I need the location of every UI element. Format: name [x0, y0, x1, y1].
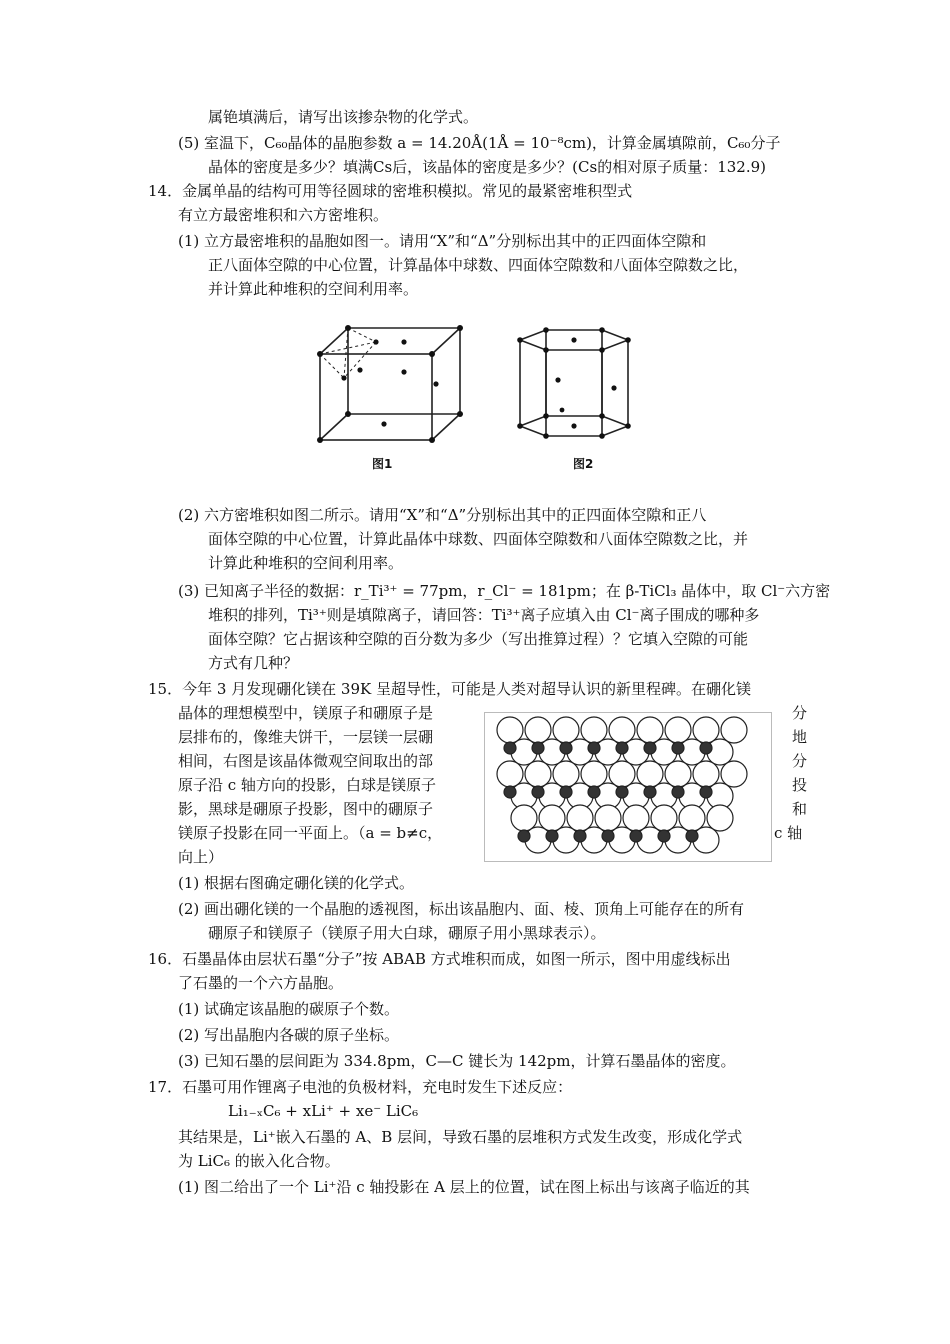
figure-1-caption: 图1 — [372, 457, 393, 471]
text-line: 相间，右图是该晶体微观空间取出的部 — [178, 752, 434, 770]
mg-atom — [651, 805, 677, 831]
mg-atom — [567, 805, 593, 831]
text-line: 计算此种堆积的空间利用率。 — [208, 554, 404, 572]
text-line: 其结果是，Li⁺嵌入石墨的 A、B 层间，导致石墨的层堆积方式发生改变，形成化学式 — [178, 1128, 743, 1146]
text-line: 面体空隙？它占据该种空隙的百分数为多少（写出推算过程）？它填入空隙的可能 — [208, 630, 749, 648]
mg-atom — [525, 717, 551, 743]
mg-atom — [609, 761, 635, 787]
text-line: 原子沿 c 轴方向的投影，白球是镁原子 — [178, 776, 436, 794]
mg-atom — [693, 761, 719, 787]
side-word: c 轴 — [774, 824, 803, 842]
text-line: 15．今年 3 月发现硼化镁在 39K 呈超导性，可能是人类对超导认识的新里程碑。在硼化镁 — [148, 680, 751, 698]
mg-atom — [609, 717, 635, 743]
text-line: (5) 室温下，C₆₀晶体的晶胞参数 a = 14.20Å(1Å = 10⁻⁸cm)，计算金属填隙前，C₆₀分子 — [178, 134, 781, 152]
mg-atom — [665, 761, 691, 787]
mg-atom — [707, 805, 733, 831]
text-line: 镁原子投影在同一平面上。（a = b≠c， — [178, 824, 443, 842]
text-line: 14．金属单晶的结构可用等径圆球的密堆积模拟。常见的最紧密堆积型式 — [148, 182, 633, 200]
text-line: (1) 试确定该晶胞的碳原子个数。 — [178, 1000, 400, 1018]
text-line: 为 LiC₆ 的嵌入化合物。 — [178, 1152, 340, 1170]
mg-atom — [497, 761, 523, 787]
text-line: 硼原子和镁原子（镁原子用大白球，硼原子用小黑球表示）。 — [208, 924, 606, 942]
figure-hexagonal-close-packing — [510, 322, 640, 444]
b-atom — [560, 742, 572, 754]
mg-atom — [553, 717, 579, 743]
mg-atom — [721, 717, 747, 743]
text-line: (2) 六方密堆积如图二所示。请用“X”和“Δ”分别标出其中的正四面体空隙和正八 — [178, 506, 707, 524]
text-line: 有立方最密堆积和六方密堆积。 — [178, 206, 389, 224]
mg-atom — [581, 717, 607, 743]
side-word: 分 — [792, 704, 808, 722]
side-word: 分 — [792, 752, 808, 770]
mg-atom — [511, 805, 537, 831]
text-line: (1) 立方最密堆积的晶胞如图一。请用“X”和“Δ”分别标出其中的正四面体空隙和 — [178, 232, 707, 250]
b-atom — [644, 742, 656, 754]
text-line: 属铯填满后，请写出该掺杂物的化学式。 — [208, 108, 479, 126]
b-atom — [672, 742, 684, 754]
mg-atom — [525, 761, 551, 787]
text-line: 17．石墨可用作锂离子电池的负极材料，充电时发生下述反应： — [148, 1078, 573, 1096]
text-line: 堆积的排列，Ti³⁺则是填隙离子，请回答：Ti³⁺离子应填入由 Cl⁻离子围成的哪种多 — [208, 606, 760, 624]
b-atom — [574, 830, 586, 842]
mg-atom — [679, 805, 705, 831]
mg-atom — [595, 805, 621, 831]
text-line: (3) 已知石墨的层间距为 334.8pm，C—C 键长为 142pm，计算石墨晶体的密度。 — [178, 1052, 736, 1070]
text-line: (2) 写出晶胞内各碳的原子坐标。 — [178, 1026, 400, 1044]
b-atom — [588, 786, 600, 798]
side-word: 和 — [792, 800, 808, 818]
mg-atom — [721, 761, 747, 787]
mg-atom — [637, 717, 663, 743]
text-line: (3) 已知离子半径的数据：r_Ti³⁺ = 77pm，r_Cl⁻ = 181pm；在 β-TiCl₃ 晶体中，取 Cl⁻六方密 — [178, 582, 831, 600]
b-atom — [532, 742, 544, 754]
text-line: 影，黑球是硼原子投影，图中的硼原子 — [178, 800, 434, 818]
text-line: 晶体的理想模型中，镁原子和硼原子是 — [178, 704, 434, 722]
text-line: 方式有几种？ — [208, 654, 299, 672]
b-atom — [700, 742, 712, 754]
b-atom — [546, 830, 558, 842]
b-atom — [518, 830, 530, 842]
b-atom — [644, 786, 656, 798]
b-atom — [602, 830, 614, 842]
b-atom — [672, 786, 684, 798]
text-line: Li₁₋ₓC₆ + xLi⁺ + xe⁻ LiC₆ — [228, 1102, 419, 1120]
text-line: (1) 图二给出了一个 Li⁺沿 c 轴投影在 A 层上的位置，试在图上标出与该离子临近的其 — [178, 1178, 750, 1196]
b-atom — [616, 742, 628, 754]
b-atom — [532, 786, 544, 798]
b-atom — [560, 786, 572, 798]
text-line: 层排布的，像维夫饼干，一层镁一层硼 — [178, 728, 434, 746]
text-line: 晶体的密度是多少？填满Cs后，该晶体的密度是多少？(Cs的相对原子质量：132.9) — [208, 158, 766, 176]
text-line: 向上） — [178, 848, 224, 866]
side-word: 地 — [792, 728, 808, 746]
mg-atom — [623, 805, 649, 831]
text-line: 16．石墨晶体由层状石墨“分子”按 ABAB 方式堆积而成，如图一所示，图中用虚线标出 — [148, 950, 731, 968]
mg-atom — [581, 761, 607, 787]
b-atom — [588, 742, 600, 754]
mg-atom — [539, 805, 565, 831]
text-line: (2) 画出硼化镁的一个晶胞的透视图，标出该晶胞内、面、棱、顶角上可能存在的所有 — [178, 900, 745, 918]
b-atom — [504, 742, 516, 754]
text-line: 正八面体空隙的中心位置，计算晶体中球数、四面体空隙数和八面体空隙数之比， — [208, 256, 749, 274]
text-line: 并计算此种堆积的空间利用率。 — [208, 280, 419, 298]
b-atom — [658, 830, 670, 842]
mg-atom — [665, 717, 691, 743]
text-line: 了石墨的一个六方晶胞。 — [178, 974, 344, 992]
b-atom — [700, 786, 712, 798]
mg-atom — [497, 717, 523, 743]
b-atom — [686, 830, 698, 842]
text-line: 面体空隙的中心位置，计算此晶体中球数、四面体空隙数和八面体空隙数之比，并 — [208, 530, 749, 548]
b-atom — [630, 830, 642, 842]
b-atom — [504, 786, 516, 798]
text-line: (1) 根据右图确定硼化镁的化学式。 — [178, 874, 415, 892]
mg-atom — [553, 761, 579, 787]
mg-atom — [637, 761, 663, 787]
b-atom — [616, 786, 628, 798]
figure-mgb2-projection — [484, 712, 772, 862]
figure-2-caption: 图2 — [573, 457, 594, 471]
figure-cubic-close-packing — [300, 318, 480, 458]
mg-atom — [693, 717, 719, 743]
side-word: 投 — [792, 776, 808, 794]
